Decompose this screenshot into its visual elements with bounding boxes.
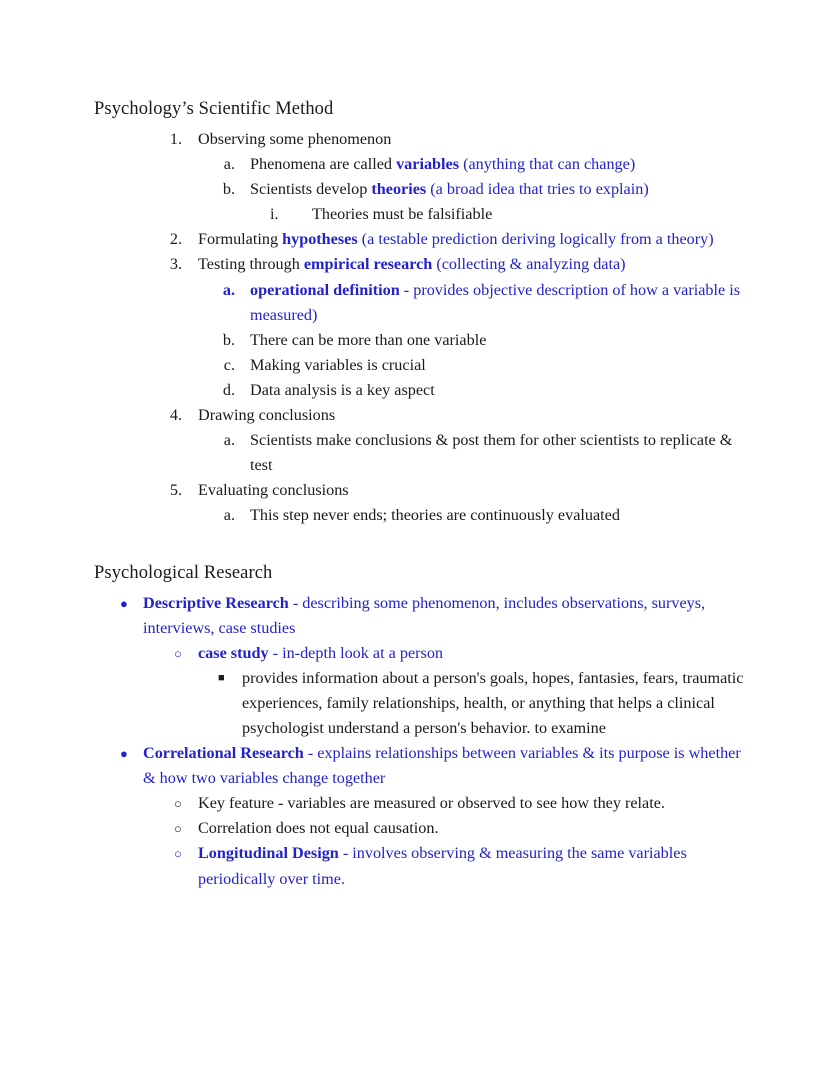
outline-item xyxy=(94,252,754,277)
section-spacer xyxy=(94,529,754,560)
outline-item-marker: b. xyxy=(222,180,235,199)
text-run: theories xyxy=(371,180,427,199)
bullet-item-text xyxy=(198,641,754,666)
text-run: - provides objective description of how a variable is measured) xyxy=(250,280,741,324)
bullet-item-text xyxy=(198,841,754,891)
bullet-item-marker: ● xyxy=(120,595,128,611)
text-run: Formulating xyxy=(198,230,283,249)
bullet-item-marker: ● xyxy=(120,746,128,762)
outline-item xyxy=(94,478,754,503)
outline-item-text xyxy=(250,353,754,378)
text-run: (anything that can change) xyxy=(459,155,636,174)
text-run: Correlational Research xyxy=(143,744,304,763)
outline-item-text xyxy=(250,378,754,403)
text-run: - in-depth look at a person xyxy=(268,643,444,662)
outline-item-marker: a. xyxy=(222,280,235,299)
outline-item-marker: a. xyxy=(223,155,235,174)
outline-item xyxy=(94,127,754,152)
bullet-item-marker: ○ xyxy=(174,645,182,661)
outline-item xyxy=(94,152,754,177)
outline-item-text xyxy=(198,227,754,252)
text-run: Phenomena are called xyxy=(250,155,397,174)
outline-item-text xyxy=(250,428,754,478)
text-run: Descriptive Research xyxy=(143,593,289,612)
text-run: (a broad idea that tries to explain) xyxy=(426,180,649,199)
outline-item-marker: 5. xyxy=(169,481,182,500)
text-run: (collecting & analyzing data) xyxy=(432,255,626,274)
text-run: Key feature - variables are measured or observed to see how they relate. xyxy=(198,794,665,813)
outline-item-text xyxy=(250,328,754,353)
outline-item-marker: c. xyxy=(223,355,235,374)
outline-item-text xyxy=(250,152,754,177)
text-run: There can be more than one variable xyxy=(250,330,487,349)
outline-item-text xyxy=(198,478,754,503)
outline-item-marker: b. xyxy=(222,330,235,349)
outline-item xyxy=(94,227,754,252)
outline-item xyxy=(94,177,754,202)
bullet-item xyxy=(94,666,754,741)
bullet-item-text xyxy=(198,791,754,816)
text-run: Longitudinal Design xyxy=(198,844,339,863)
outline-item-text xyxy=(198,403,754,428)
outline-item xyxy=(94,428,754,478)
document-content xyxy=(94,96,754,892)
outline-item-marker: a. xyxy=(223,506,235,525)
outline-item-text xyxy=(198,252,754,277)
outline-item-text xyxy=(250,177,754,202)
text-run: Theories must be falsifiable xyxy=(312,205,493,224)
bullet-item-marker: ○ xyxy=(174,821,182,837)
text-run: Correlation does not equal causation. xyxy=(198,819,439,838)
text-run: (a testable prediction deriving logically from a theory) xyxy=(357,230,714,249)
bullet-item xyxy=(94,816,754,841)
text-run: - describing some phenomenon, includes observations, surveys, interviews, case studies xyxy=(143,593,706,637)
section-heading-psychological-research: Psychological Research xyxy=(94,562,273,583)
bullet-item-text xyxy=(242,666,754,741)
outline-item xyxy=(94,202,754,227)
outline-item xyxy=(94,278,754,328)
bullet-item-text xyxy=(198,816,754,841)
text-run: - explains relationships between variables & its purpose is whether & how two variables change together xyxy=(143,744,741,788)
bullet-item-marker: ■ xyxy=(218,671,225,684)
outline-item xyxy=(94,503,754,528)
outline-item-text xyxy=(250,503,754,528)
outline-item-marker: 1. xyxy=(169,130,182,148)
outline-item-marker: 4. xyxy=(169,406,182,425)
bullet-item-text xyxy=(143,741,754,791)
bullet-item xyxy=(94,841,754,891)
text-run: Data analysis is a key aspect xyxy=(250,380,435,399)
text-run: variables xyxy=(396,155,460,174)
outline-item-text xyxy=(198,127,754,152)
outline-list-psychological-research xyxy=(94,591,754,892)
text-run: Making variables is crucial xyxy=(250,355,426,374)
bullet-item-marker: ○ xyxy=(174,796,182,812)
text-run: operational definition xyxy=(250,280,400,299)
text-run: hypotheses xyxy=(282,230,358,249)
outline-item-marker: d. xyxy=(222,380,235,399)
text-run: Scientists make conclusions & post them for other scientists to replicate & test xyxy=(250,431,733,475)
text-run: Testing through xyxy=(198,255,304,274)
outline-item-text xyxy=(250,278,754,328)
text-run: - involves observing & measuring the same variables periodically over time. xyxy=(198,844,687,888)
outline-item-text xyxy=(312,202,754,227)
text-run: empirical research xyxy=(303,255,433,274)
text-run: Scientists develop xyxy=(250,180,372,199)
text-run: Observing some phenomenon xyxy=(198,130,392,148)
outline-item-marker: 2. xyxy=(169,230,182,249)
bullet-item-marker: ○ xyxy=(174,846,182,862)
text-run: Drawing conclusions xyxy=(198,406,336,425)
outline-list-scientific-method xyxy=(94,127,754,529)
outline-item-marker: 3. xyxy=(169,255,182,274)
text-run: provides information about a person's goals, hopes, fantasies, fears, traumatic experiences, family relationships, health, or anything that helps a clinical psychologist understand a person's behavior. to examine xyxy=(242,668,744,737)
text-run: This step never ends; theories are continuously evaluated xyxy=(250,506,620,525)
outline-item xyxy=(94,353,754,378)
text-run: case study xyxy=(198,643,269,662)
outline-item xyxy=(94,378,754,403)
bullet-item-text xyxy=(143,591,754,641)
outline-item xyxy=(94,328,754,353)
bullet-item xyxy=(94,791,754,816)
bullet-item xyxy=(94,641,754,666)
outline-item-marker: i. xyxy=(270,205,279,224)
text-run: Evaluating conclusions xyxy=(198,481,349,500)
section-heading-scientific-method: Psychology’s Scientific Method xyxy=(94,99,334,119)
outline-item-marker: a. xyxy=(223,431,235,450)
bullet-item xyxy=(94,591,754,641)
bullet-item xyxy=(94,741,754,791)
outline-item xyxy=(94,403,754,428)
